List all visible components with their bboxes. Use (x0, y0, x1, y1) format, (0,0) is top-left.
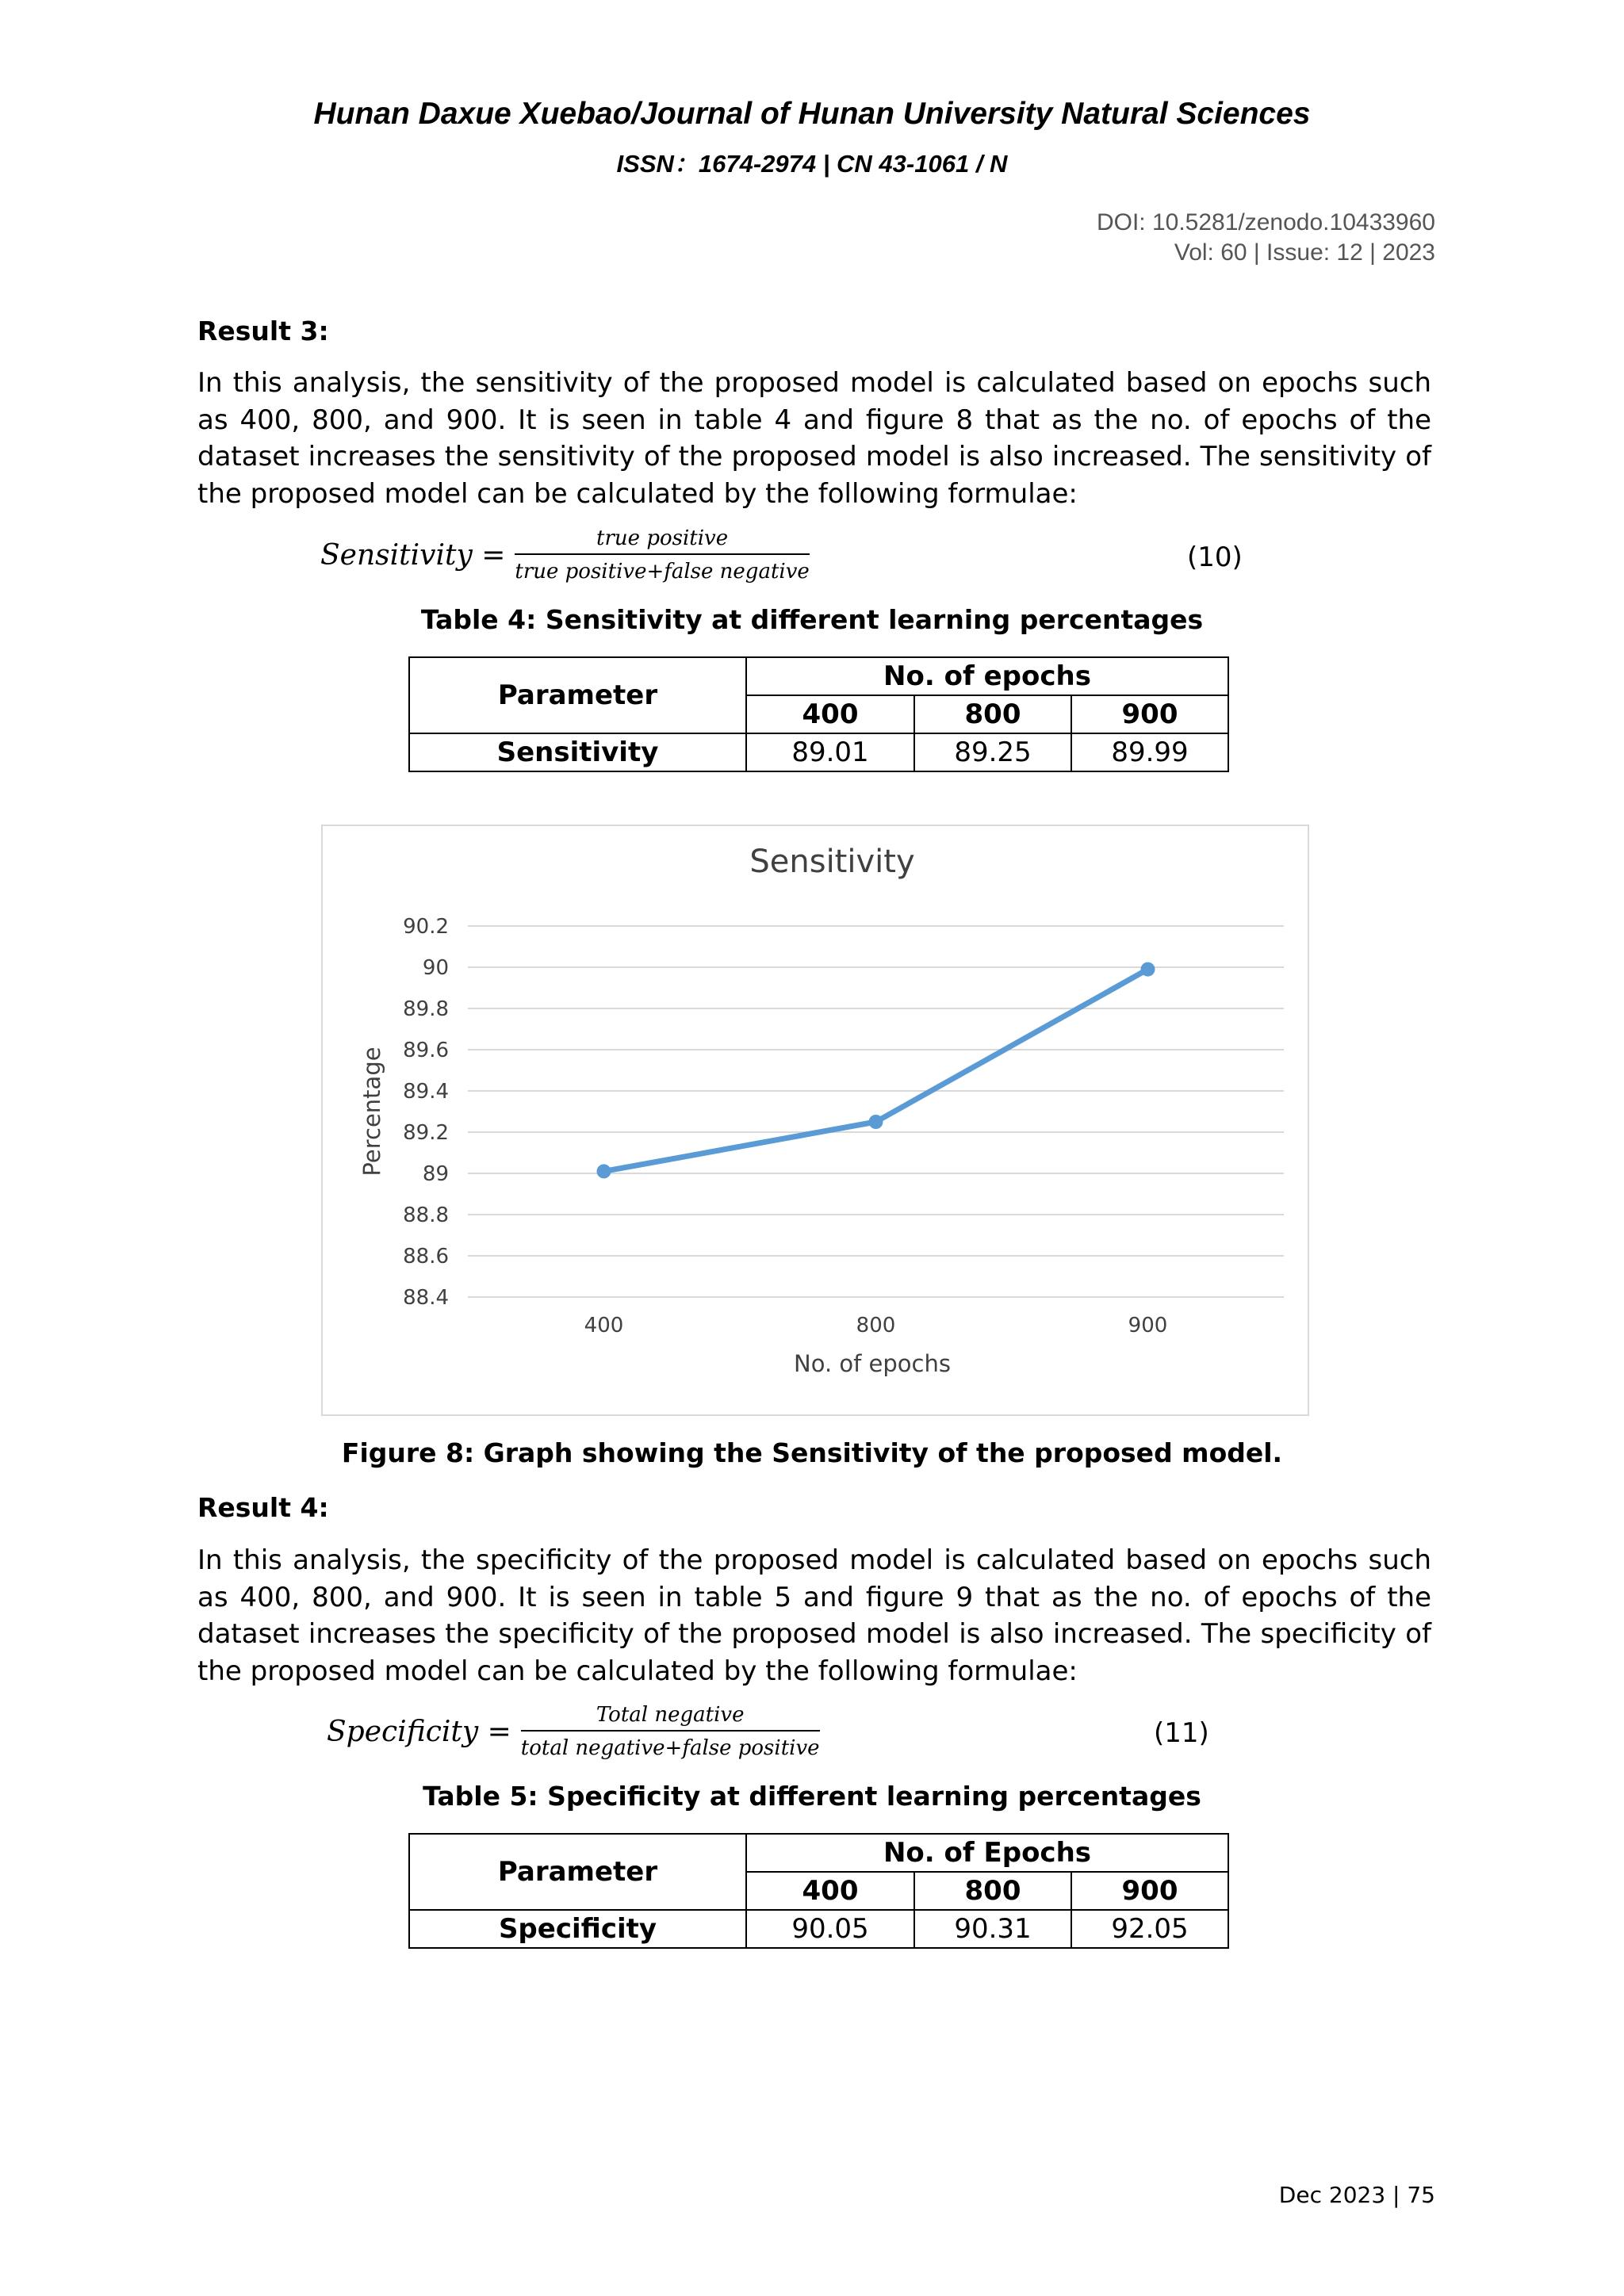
epochs-group-header: No. of epochs (746, 657, 1228, 695)
sensitivity-chart (323, 826, 1308, 1414)
result-4-paragraph: In this analysis, the specificity of the proposed model is calculated based on epochs such as 400, 800, and 900. It is seen in table 5 and figure 9 that as the no. of epochs of the dataset increases the specificity of the proposed model is also increased. The specificity of the proposed model can be calculated by the following formulae: (197, 1544, 1431, 1687)
page-footer: Dec 2023 | 75 (1278, 2182, 1435, 2208)
formula-numerator: Total negative (521, 1703, 820, 1732)
y-tick-label: 90.2 (403, 915, 449, 939)
table-5 (408, 1833, 1229, 1949)
column-header: 800 (914, 1872, 1071, 1910)
table-cell: 89.99 (1071, 733, 1228, 771)
y-tick-label: 89.2 (403, 1121, 449, 1145)
equation-number: (11) (1154, 1717, 1209, 1749)
result-3-heading: Result 3: (197, 316, 329, 346)
issn-line: ISSN：1674-2974 | CN 43-1061 / N (616, 150, 1008, 178)
doi-text: DOI: 10.5281/zenodo.10433960 (1096, 209, 1435, 235)
formula-fraction (521, 1703, 820, 1760)
table-cell: 90.05 (746, 1910, 914, 1948)
data-point (1141, 962, 1155, 977)
column-header: 900 (1071, 695, 1228, 733)
y-tick-label: 89.8 (403, 997, 449, 1021)
formula-denominator: total negative+false positive (520, 1736, 820, 1760)
table-4-caption: Table 4: Sensitivity at different learning percentages (420, 604, 1204, 635)
table-4 (408, 656, 1229, 772)
table-cell: 90.31 (914, 1910, 1071, 1948)
sensitivity-formula (320, 526, 810, 584)
y-tick-label: 88.8 (403, 1203, 449, 1227)
specificity-formula (327, 1703, 820, 1760)
table-cell: 89.25 (914, 733, 1071, 771)
column-header: 900 (1071, 1872, 1228, 1910)
parameter-header: Parameter (409, 1834, 746, 1910)
doi-block (1097, 208, 1435, 268)
x-tick-label: 400 (584, 1314, 624, 1337)
column-header: 400 (746, 695, 914, 733)
y-tick-label: 89.4 (403, 1080, 449, 1104)
chart-frame (321, 825, 1309, 1416)
journal-title: Hunan Daxue Xuebao/Journal of Hunan University Natural Sciences (313, 97, 1311, 131)
data-point (869, 1115, 883, 1129)
formula-numerator: true positive (515, 526, 809, 555)
row-label: Sensitivity (409, 733, 746, 771)
y-tick-label: 88.4 (403, 1286, 449, 1310)
figure-8-caption: Figure 8: Graph showing the Sensitivity of the proposed model. (341, 1437, 1283, 1468)
column-header: 400 (746, 1872, 914, 1910)
parameter-header: Parameter (409, 657, 746, 733)
formula-lhs: Specificity = (327, 1715, 511, 1748)
table-cell: 92.05 (1071, 1910, 1228, 1948)
y-tick-label: 89.6 (403, 1039, 449, 1062)
data-point (597, 1164, 611, 1178)
table-5-caption: Table 5: Specificity at different learning percentages (423, 1781, 1201, 1812)
epochs-group-header: No. of Epochs (746, 1834, 1228, 1872)
row-label: Specificity (409, 1910, 746, 1948)
series-line (604, 970, 1148, 1172)
y-tick-label: 89 (422, 1162, 449, 1186)
chart-title: Sensitivity (749, 844, 915, 880)
formula-denominator: true positive+false negative (515, 560, 810, 584)
volume-text: Vol: 60 | Issue: 12 | 2023 (1174, 239, 1435, 266)
formula-lhs: Sensitivity = (320, 538, 506, 572)
y-tick-label: 90 (422, 956, 449, 980)
x-axis-label: No. of epochs (794, 1350, 951, 1377)
column-header: 800 (914, 695, 1071, 733)
table-cell: 89.01 (746, 733, 914, 771)
x-tick-label: 800 (856, 1314, 896, 1337)
result-3-paragraph: In this analysis, the sensitivity of the proposed model is calculated based on epochs such as 400, 800, and 900. It is seen in table 4 and figure 8 that as the no. of epochs of the dataset increases the sensitivity of the proposed model is also increased. The sensitivity of the proposed model can be calculated by the following formulae: (197, 367, 1431, 510)
equation-number: (10) (1187, 541, 1243, 573)
x-tick-label: 900 (1128, 1314, 1168, 1337)
result-4-heading: Result 4: (197, 1492, 329, 1523)
y-axis-label: Percentage (358, 1047, 385, 1177)
y-tick-label: 88.6 (403, 1245, 449, 1269)
formula-fraction (515, 526, 809, 584)
